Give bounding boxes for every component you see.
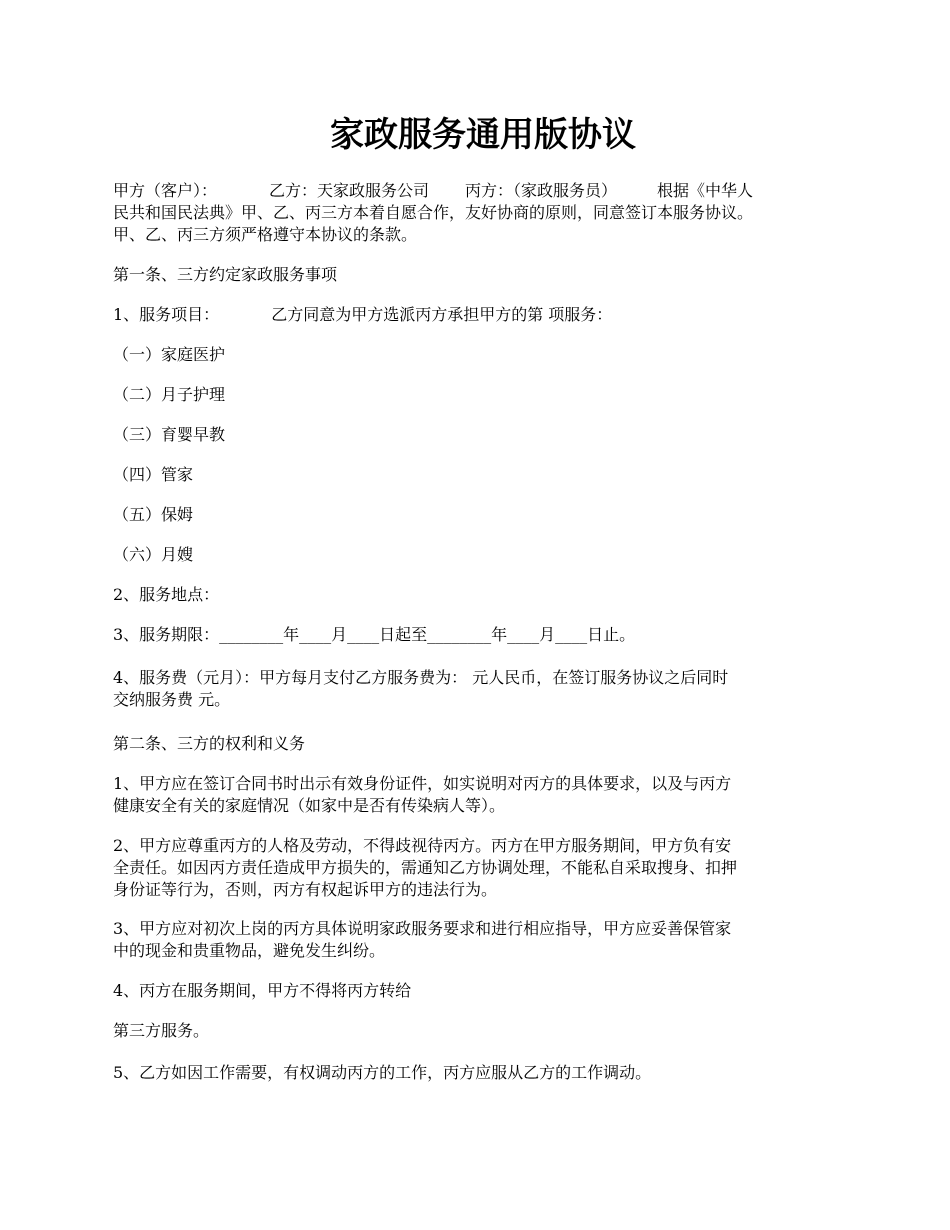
article-2-item-2-line-2: 全责任。如因丙方责任造成甲方损失的，需通知乙方协调处理，不能私自采取搜身、扣押	[113, 858, 738, 877]
article-2-item-4: 4、丙方在服务期间，甲方不得将丙方转给	[113, 981, 412, 1000]
service-location: 2、服务地点：	[113, 585, 220, 604]
party-a-label: 甲方（客户）：	[113, 181, 218, 200]
intro-line-1	[113, 180, 853, 202]
service-item-label: 1、服务项目：	[113, 305, 220, 324]
service-option: （二）月子护理	[113, 385, 226, 404]
article-2-item-5: 5、乙方如因工作需要，有权调动丙方的工作，丙方应服从乙方的工作调动。	[113, 1063, 652, 1082]
article-2-item-1	[113, 773, 853, 817]
service-fee-line-1: 4、服务费（元月）：甲方每月支付乙方服务费为： 元人民币，在签订服务协议之后同时	[113, 668, 729, 687]
article-1-heading: 第一条、三方约定家政服务事项	[113, 265, 338, 284]
party-c-label: 丙方：（家政服务员）	[465, 181, 618, 200]
article-2-item-3-line-2: 中的现金和贵重物品，避免发生纠纷。	[113, 941, 386, 960]
intro-paragraph	[113, 180, 853, 246]
article-2-item-2-line-1: 2、甲方应尊重丙方的人格及劳动，不得歧视待丙方。丙方在甲方服务期间，甲方负有安	[113, 836, 732, 855]
party-b-label: 乙方：天家政服务公司	[269, 181, 430, 200]
intro-line-3: 甲、乙、丙三方须严格遵守本协议的条款。	[113, 225, 418, 244]
article-2-item-4-continued: 第三方服务。	[113, 1021, 210, 1040]
service-fee-line-2: 交纳服务费 元。	[113, 690, 231, 709]
service-option: （一）家庭医护	[113, 345, 226, 364]
document-title: 家政服务通用版协议	[330, 115, 636, 155]
service-item-text: 乙方同意为甲方选派丙方承担甲方的第 项服务：	[271, 305, 613, 324]
article-2-item-3-line-1: 3、甲方应对初次上岗的丙方具体说明家政服务要求和进行相应指导，甲方应妥善保管家	[113, 919, 732, 938]
service-term: 3、服务期限：________年____月____日起至________年____月____日止。	[113, 625, 636, 644]
service-fee-paragraph	[113, 667, 853, 711]
service-option: （三）育婴早教	[113, 425, 226, 444]
article-2-item-1-line-2: 健康安全有关的家庭情况（如家中是否有传染病人等）。	[113, 796, 506, 815]
service-option: （四）管家	[113, 465, 194, 484]
intro-line-1-end: 根据《中华人	[657, 181, 754, 200]
article-2-item-2	[113, 835, 853, 901]
intro-line-2: 民共和国民法典》甲、乙、丙三方本着自愿合作，友好协商的原则，同意签订本服务协议。	[113, 203, 754, 222]
service-item-paragraph	[113, 304, 853, 326]
service-option: （六）月嫂	[113, 545, 194, 564]
article-2-item-3	[113, 918, 853, 962]
article-2-heading: 第二条、三方的权利和义务	[113, 734, 306, 753]
article-2-item-1-line-1: 1、甲方应在签订合同书时出示有效身份证件，如实说明对丙方的具体要求，以及与丙方	[113, 774, 732, 793]
service-option: （五）保姆	[113, 505, 194, 524]
article-2-item-2-line-3: 身份证等行为，否则，丙方有权起诉甲方的违法行为。	[113, 880, 498, 899]
